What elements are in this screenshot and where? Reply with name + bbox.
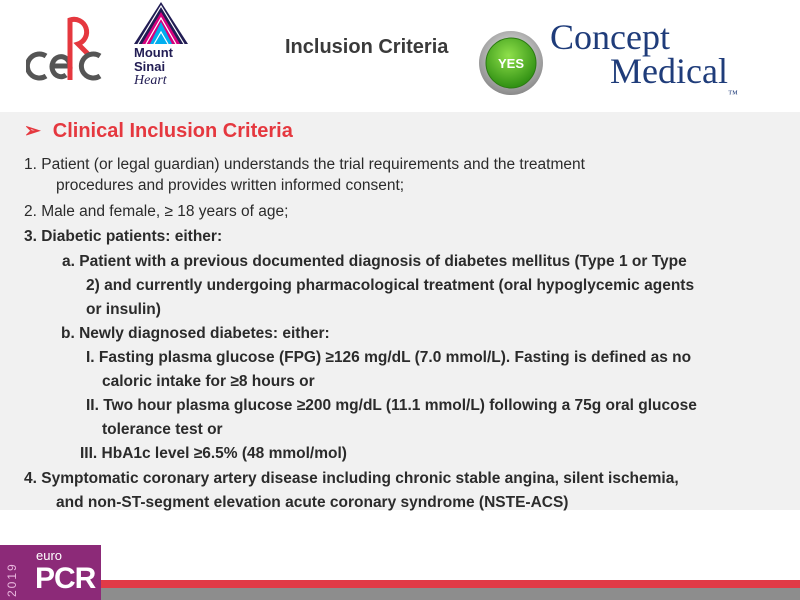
footer-gray-stripe (101, 588, 800, 600)
criteria-line: II. Two hour plasma glucose ≥200 mg/dL (11.1 mmol/L) following a 75g oral glucose (86, 397, 697, 414)
yes-badge-label: YES (497, 56, 525, 71)
criteria-line: tolerance test or (102, 421, 223, 438)
criteria-line: 2) and currently undergoing pharmacological treatment (oral hypoglycemic agents (86, 277, 695, 294)
concept-logo-line2: Medical (610, 51, 728, 91)
criteria-line: or insulin) (86, 301, 161, 318)
arrow-bullet-icon: ➢ (24, 120, 41, 142)
criteria-line: and non-ST-segment elevation acute coronary syndrome (NSTE-ACS) (56, 494, 569, 511)
europcr-year: 2019 (5, 562, 19, 597)
mount-sinai-heart-logo (134, 2, 194, 92)
mount-sinai-line3: Heart (134, 73, 167, 88)
criteria-line: III. HbA1c level ≥6.5% (48 mmol/mol) (80, 445, 347, 462)
concept-logo-line1: Concept (550, 17, 670, 57)
concept-medical-logo (550, 17, 738, 100)
cerc-logo (26, 14, 106, 84)
slide-title: Inclusion Criteria (285, 36, 449, 58)
criteria-line: 4. Symptomatic coronary artery disease including chronic stable angina, silent ischemia, (24, 470, 679, 487)
criteria-line: a. Patient with a previous documented diagnosis of diabetes mellitus (Type 1 or Type (62, 253, 687, 270)
europcr-euro: euro (36, 548, 63, 563)
mount-sinai-mark-icon (134, 2, 188, 44)
slide-header (0, 0, 800, 110)
section-heading (24, 118, 293, 143)
footer-red-stripe (101, 580, 800, 588)
criteria-line: b. Newly diagnosed diabetes: either: (61, 325, 330, 342)
criteria-line: 1. Patient (or legal guardian) understands the trial requirements and the treatment (24, 156, 585, 173)
mount-sinai-line2: Sinai (134, 59, 166, 74)
criteria-line: caloric intake for ≥8 hours or (102, 373, 315, 390)
criteria-line: I. Fasting plasma glucose (FPG) ≥126 mg/dL (7.0 mmol/L). Fasting is defined as no (86, 349, 692, 366)
yes-badge (478, 30, 544, 96)
europcr-logo (0, 545, 101, 600)
criteria-line: procedures and provides written informed consent; (56, 177, 405, 194)
slide-footer (0, 545, 800, 600)
europcr-name: PCR (35, 562, 96, 595)
criteria-line: 2. Male and female, ≥ 18 years of age; (24, 203, 289, 220)
criteria-line: 3. Diabetic patients: either: (24, 228, 223, 245)
trademark-symbol: ™ (727, 89, 738, 100)
mount-sinai-line1: Mount (134, 45, 173, 60)
criteria-panel (0, 112, 800, 510)
section-heading-text: Clinical Inclusion Criteria (52, 120, 293, 142)
